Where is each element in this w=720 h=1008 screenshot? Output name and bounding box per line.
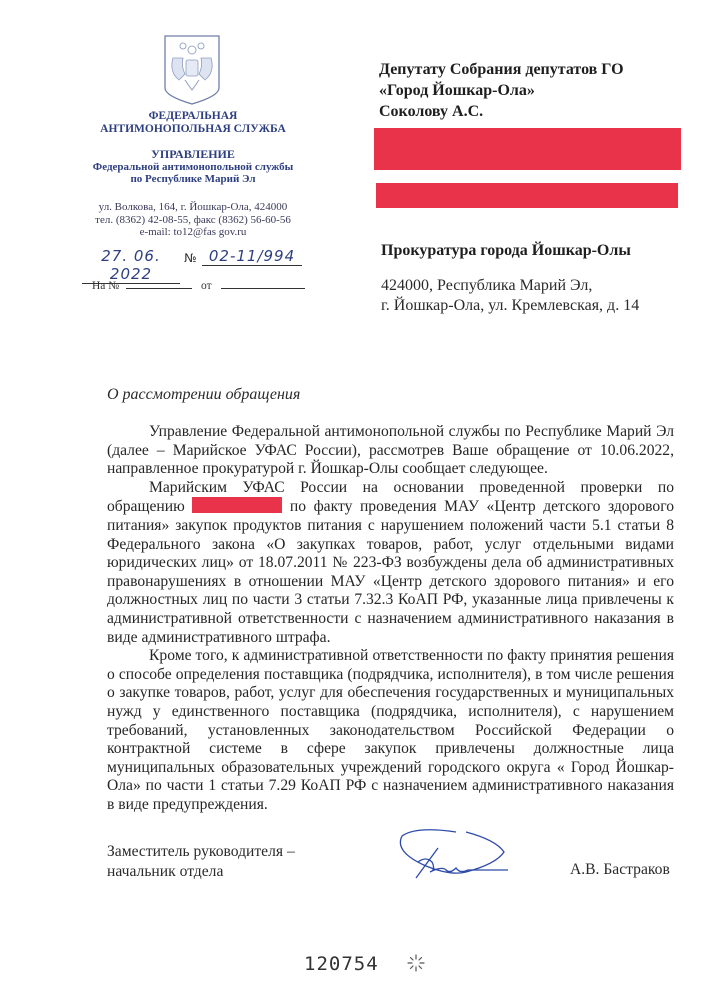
department-line2: Федеральной антимонопольной службы <box>92 160 294 173</box>
letter-body <box>107 423 674 814</box>
copy-recipient-title: Прокуратура города Йошкар-Олы <box>381 242 631 259</box>
org-name-line2: АНТИМОНОПОЛЬНАЯ СЛУЖБА <box>100 123 286 135</box>
signatory-name: А.В. Бастраков <box>570 861 670 878</box>
handwritten-signature <box>396 822 536 884</box>
body-paragraph-3: Кроме того, к административной ответственности по факту принятия решения о способе определения поставщика (подрядчика, исполнителя), в том числе решения о закупке товаров, работ, услуг для обеспечения государственных и муниципальных нужд у единственного поставщика (подрядчика, исполнителя), с нарушением требований, установленных законодательством Российской Федерации о контрактной системе в сфере закупок привлечены должностные лица муниципальных образовательных учреждений городского округа « Город Йошкар-Ола» по части 1 статьи 7.29 КоАП РФ с назначением административного наказания в виде предупреждения. <box>107 647 674 813</box>
document-number: 120754 <box>304 953 379 975</box>
redaction-inline <box>192 497 282 513</box>
reply-to-blank <box>126 288 192 289</box>
addressee-line3: Соколову А.С. <box>379 103 484 120</box>
org-name <box>80 110 306 136</box>
redaction-block <box>376 183 678 208</box>
body-paragraph-2-start: Марийским УФАС России на основании проведенной проверки по обращению <box>107 478 674 516</box>
addressee-line2: «Город Йошкар-Ола» <box>379 82 535 99</box>
addressee-block <box>379 59 624 122</box>
letterhead-email: e-mail: to12@fas gov.ru <box>139 226 247 238</box>
letterhead-address: ул. Волкова, 164, г. Йошкар-Ола, 424000 <box>98 201 288 213</box>
copy-address-line1: 424000, Республика Марий Эл, <box>381 277 593 294</box>
russian-coat-of-arms-icon <box>163 34 221 106</box>
department-name <box>80 148 306 186</box>
addressee-line1: Депутату Собрания депутатов ГО <box>379 61 624 78</box>
registration-line <box>82 247 304 283</box>
reply-reference-line <box>92 280 305 292</box>
copy-address-line2: г. Йошкар-Ола, ул. Кремлевская, д. 14 <box>381 297 640 314</box>
asterisk-dots-icon <box>406 953 426 973</box>
outgoing-date: 27. 06. 2022 <box>82 247 180 284</box>
reply-from-label: от <box>201 280 212 292</box>
body-paragraph-1: Управление Федеральной антимонопольной службы по Республике Марий Эл (далее – Марийское УФАС России), рассмотрев Ваше обращение от 10.06.2022, направленное прокуратурой г. Йошкар-Олы сообщает следующее. <box>107 423 674 478</box>
org-name-line1: ФЕДЕРАЛЬНАЯ <box>148 110 238 122</box>
signature-icon <box>396 822 536 884</box>
body-paragraph-2 <box>107 479 674 647</box>
coat-of-arms-emblem <box>163 34 221 106</box>
department-line3: по Республике Марий Эл <box>130 173 256 185</box>
redaction-block <box>374 128 681 170</box>
copy-recipient-address <box>381 276 639 316</box>
number-sign: № <box>184 251 197 265</box>
signatory-title <box>107 842 295 882</box>
body-paragraph-2-end: по факту проведения МАУ «Центр детского здорового питания» закупок продуктов питания с нарушением положений части 5.1 статьи 8 Федерального закона «О закупках товаров, работ, услуг отдельными видами юридических лиц» от 18.07.2011 № 223-ФЗ возбуждены дела об административных правонарушениях в отношении МАУ «Центр детского здорового питания» и его должностных лиц по части 3 статьи 7.32.3 КоАП РФ, указанные лица привлечены к административной ответственности с назначением административного наказания в виде административного штрафа. <box>107 498 674 646</box>
letter-subject: О рассмотрении обращения <box>107 386 301 403</box>
department-line1: УПРАВЛЕНИЕ <box>151 147 235 161</box>
signatory-title-line1: Заместитель руководителя – <box>107 843 295 860</box>
letterhead-phone: тел. (8362) 42-08-55, факс (8362) 56-60-56 <box>95 213 291 226</box>
signatory-title-line2: начальник отдела <box>107 863 224 880</box>
outgoing-number: 02-11/994 <box>202 247 302 266</box>
reply-to-label: На № <box>92 280 120 292</box>
contacts-block <box>80 201 306 239</box>
reply-from-blank <box>221 288 305 289</box>
